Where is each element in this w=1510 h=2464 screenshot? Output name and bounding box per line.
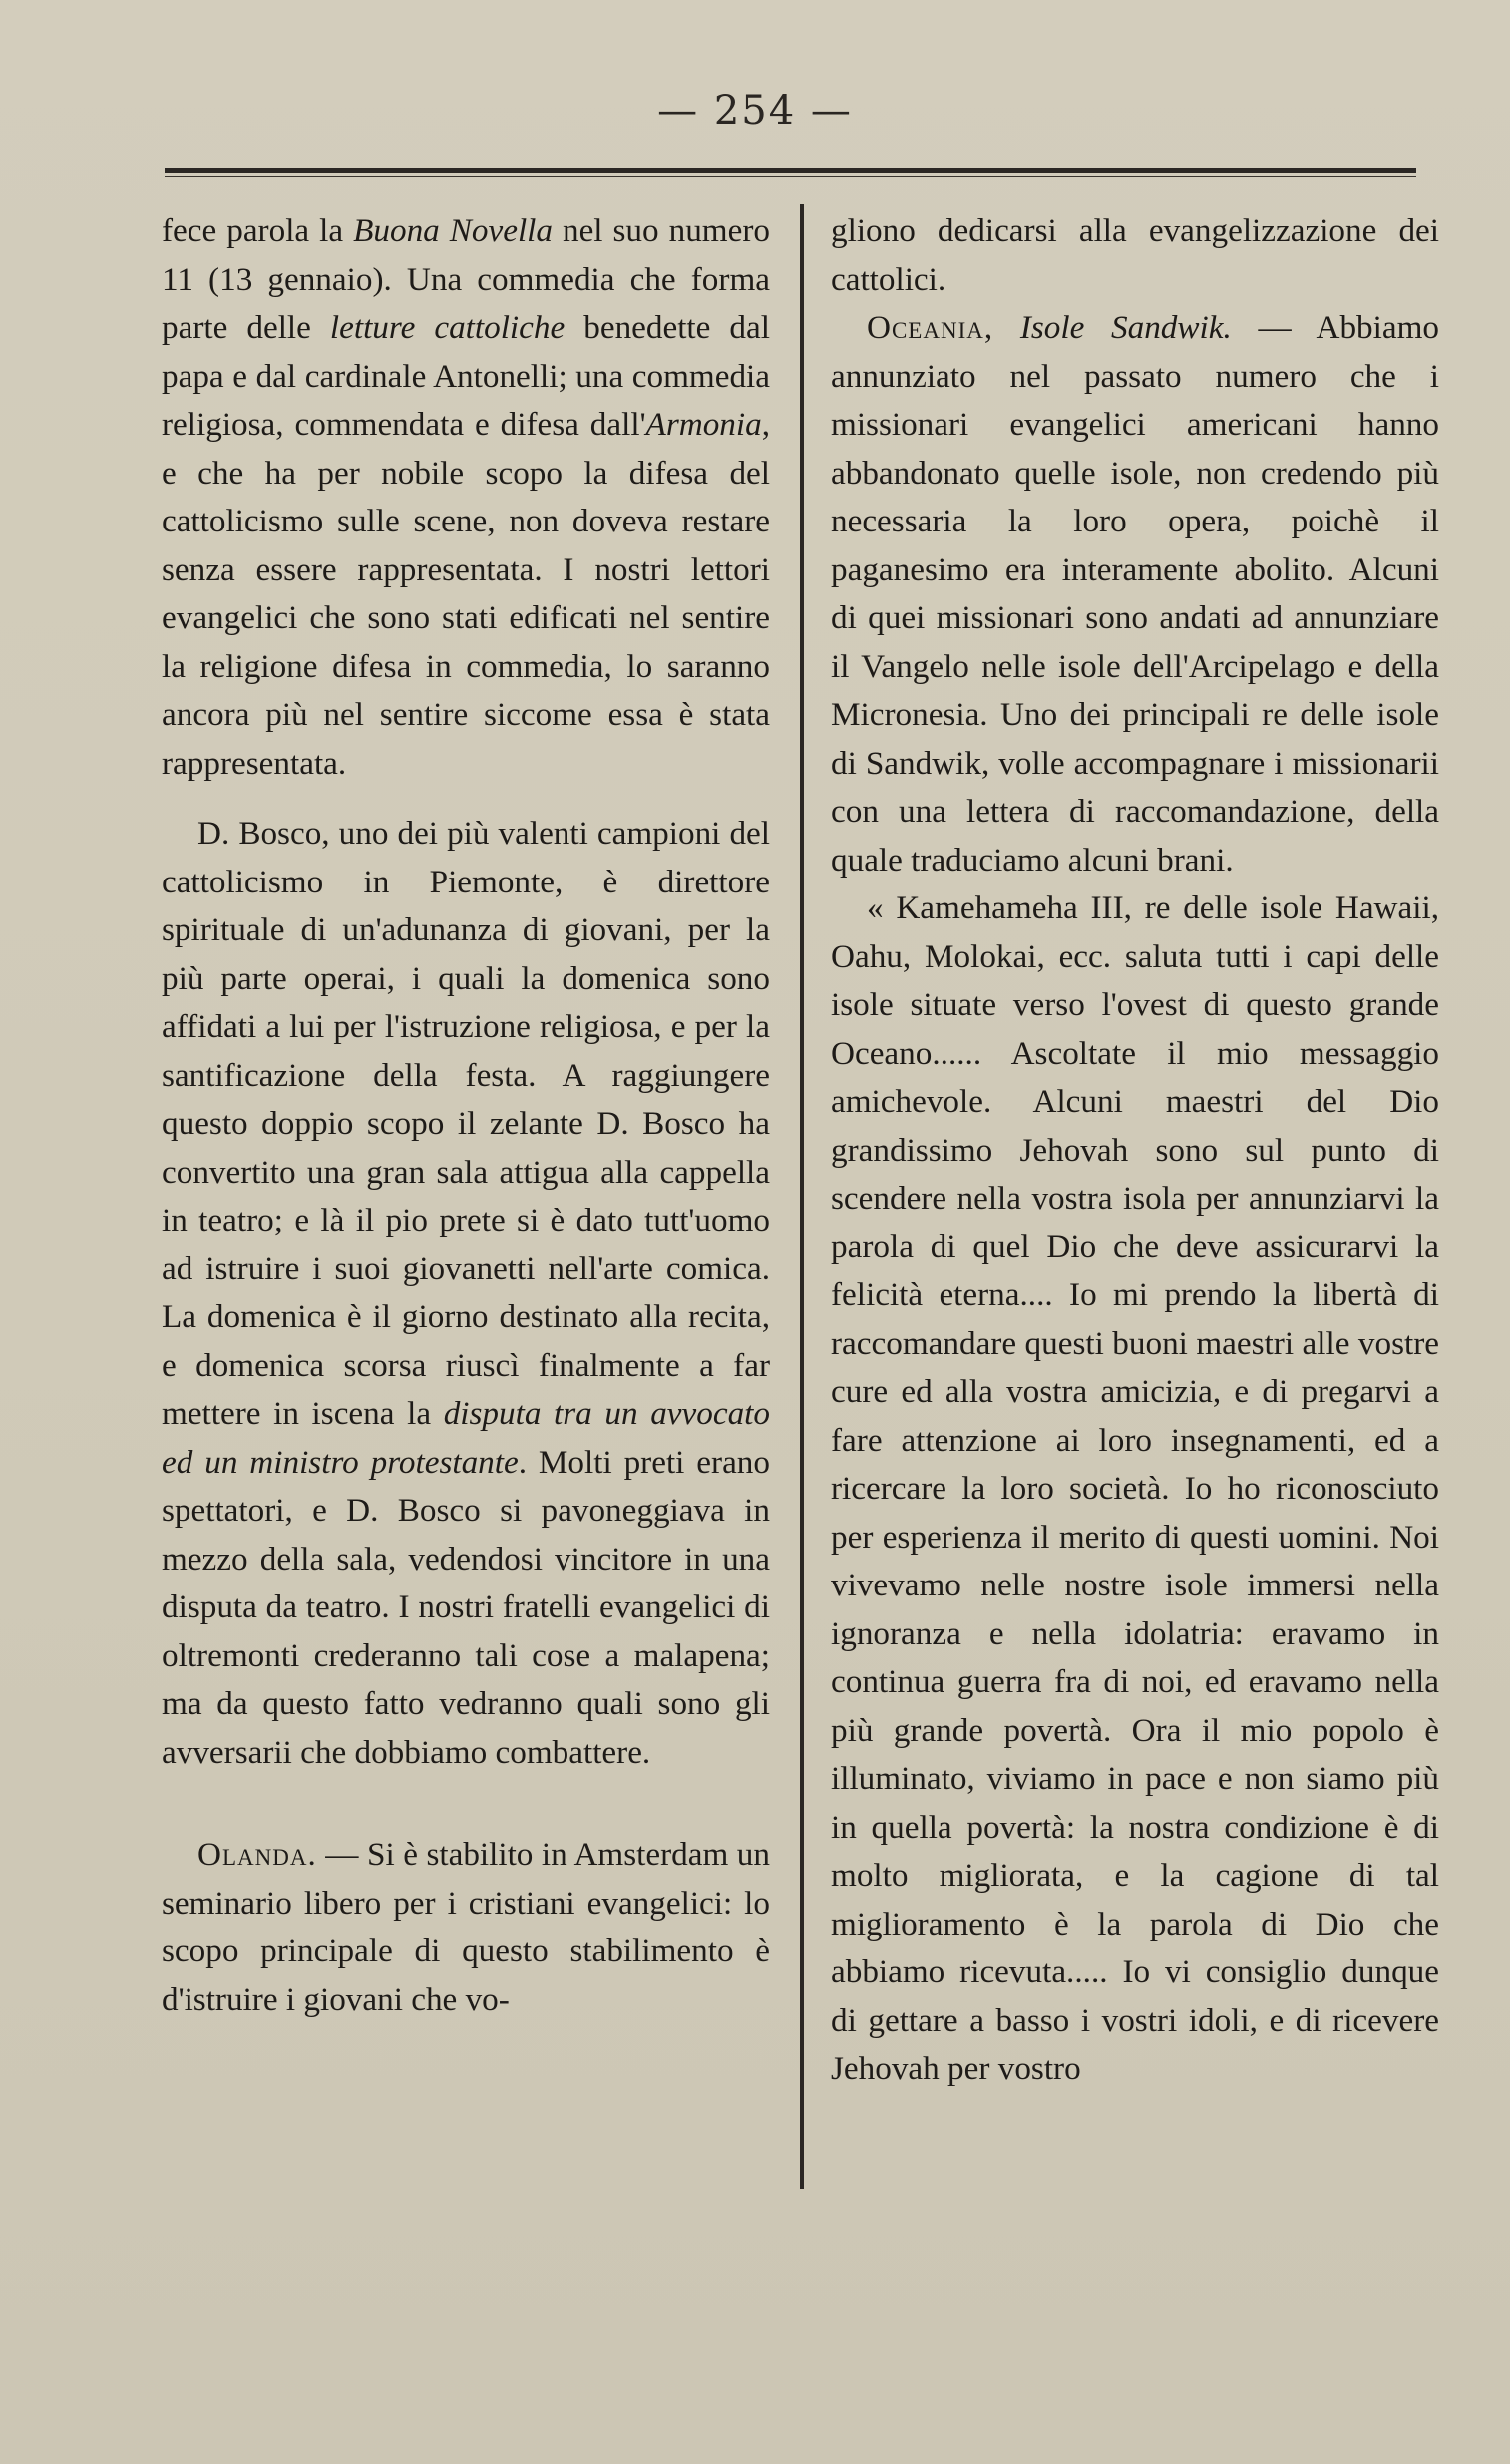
text-run: gliono dedicarsi alla evangelizzazione dei cattolici. [831, 212, 1439, 298]
paragraph-oceania [831, 304, 1439, 884]
text-run: benedette dal papa e dal cardinale Antonelli; una commedia religiosa, commendata e difesa dall' [162, 309, 770, 443]
text-run: , e che ha per nobile scopo la difesa del cattolicismo sulle scene, non doveva restare senza essere rappresentata. I nostri lettori evangelici che sono stati edificati nel sentire la religione difesa in commedia, lo saranno ancora più nel sentire siccome essa è stata rappresentata. [162, 406, 770, 782]
left-column [162, 207, 770, 2024]
paragraph-kamehameha-letter [831, 884, 1439, 2094]
section-heading-olanda: Olanda. [197, 1836, 317, 1873]
text-run: — Abbiamo annunziato nel passato numero che i missionari evangelici americani hanno abbandonato quelle isole, non credendo più necessaria la loro opera, poichè il paganesimo era interamente abolito. Alcuni di quei missionari sono andati ad annunziare il Vangelo nelle isole dell'Arcipelago e della Micronesia. Uno dei principali re delle isole di Sandwik, volle accompagnare i missionarii con una lettera di raccomandazione, della quale traduciamo alcuni brani. [831, 309, 1439, 879]
italic-run: Buona Novella [353, 212, 553, 249]
italic-run: disputa tra un avvocato ed un ministro protestante [162, 1395, 770, 1481]
italic-run: Isole Sandwik. [993, 309, 1232, 346]
text-run: D. Bosco, uno dei più valenti campioni del cattolicismo in Piemonte, è direttore spirituale di un'adunanza di giovani, per la più parte operai, i quali la domenica sono affidati a lui per l'istruzione religiosa, e per la santificazione della festa. A raggiungere questo doppio scopo il zelante D. Bosco ha convertito una gran sala attigua alla cappella in teatro; e là il pio prete si è dato tutt'uomo ad istruire i suoi giovanetti nell'arte comica. La domenica è il giorno destinato alla recita, e domenica scorsa riuscì finalmente a far mettere in iscena la [162, 815, 770, 1432]
text-run: « Kamehameha III, re delle isole Hawaii, Oahu, Molokai, ecc. saluta tutti i capi delle isole situate verso l'ovest di questo grande Oceano...... Ascoltate il mio messaggio amichevole. Alcuni maestri del Dio grandissimo Jehovah sono sul punto di scendere nella vostra isola per annunziarvi la parola di quel Dio che deve assicurarvi la felicità eterna.... Io mi prendo la libertà di raccomandare questi buoni maestri alle vostre cure ed alla vostra amicizia, e di pregarvi a fare attenzione ai loro insegnamenti, ed a ricercare la loro società. Io ho riconosciuto per esperienza il merito di questi uomini. Noi vivevamo nelle nostre isole immersi nella ignoranza e nella idolatria: eravamo in continua guerra fra di noi, ed eravamo nella più grande povertà. Ora il mio popolo è illuminato, viviamo in pace e non siamo più in quella povertà: la nostra condizione è di molto migliorata, e la cagione di tal miglioramento è la parola di Dio che abbiamo ricevuta..... Io vi consiglio dunque di gettare a basso i vostri idoli, e di ricevere Jehovah per vostro [831, 889, 1439, 2087]
text-run: nel suo numero 11 (13 gennaio). Una commedia che forma parte delle [162, 212, 770, 346]
header-rule-thick [165, 168, 1416, 173]
section-heading-oceania: Oceania, [867, 309, 994, 346]
text-run: — Si è stabilito in Amsterdam un seminario libero per i cristiani evangelici: lo scopo principale di questo stabilimento è d'istruire i giovani che vo- [162, 1836, 770, 2018]
right-column [831, 207, 1439, 2094]
column-divider [800, 204, 804, 2189]
paragraph-bosco [162, 810, 770, 1777]
paragraph-olanda [162, 1831, 770, 2024]
text-run: fece parola la [162, 212, 354, 249]
text-run: . Molti preti erano spettatori, e D. Bosco si pavoneggiava in mezzo della sala, vedendosi vincitore in una disputa da teatro. I nostri fratelli evangelici di oltremonti crederanno tali cose a malapena; ma da questo fatto vedranno quali sono gli avversarii che dobbiamo combattere. [162, 1443, 770, 1771]
paragraph-commedia [162, 207, 770, 788]
header-rule [165, 168, 1416, 179]
italic-run: letture cattoliche [329, 309, 566, 346]
paragraph-continuation [831, 207, 1439, 304]
page-number: — 254 — [657, 88, 853, 134]
italic-run: Armonia [645, 406, 762, 443]
header-rule-thin [165, 176, 1416, 177]
